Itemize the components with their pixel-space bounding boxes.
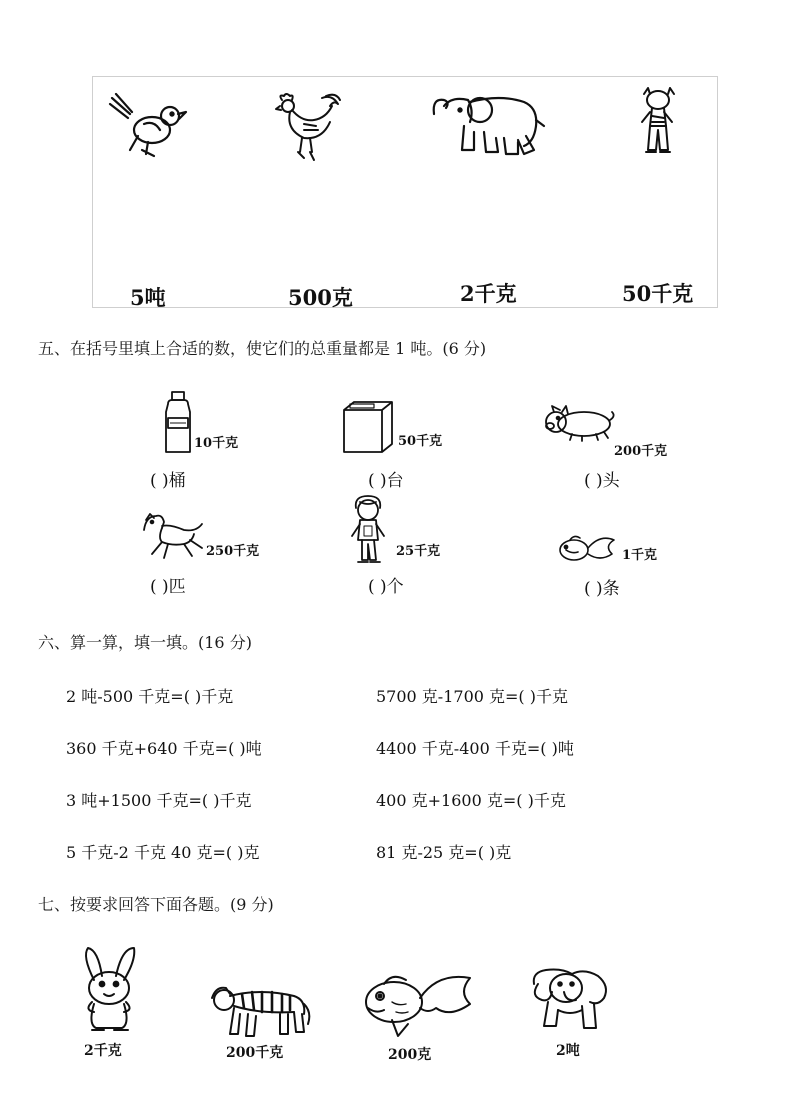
answer-blank[interactable]: ( )桶 (150, 471, 186, 491)
animal-weight: 2千克 (84, 1043, 122, 1059)
bottle-icon (162, 390, 194, 456)
rooster-icon (274, 92, 344, 164)
answer-blank[interactable]: ( )头 (584, 471, 620, 491)
animal-weight: 200克 (388, 1047, 432, 1063)
section-7-title: 七、按要求回答下面各题。(9 分) (38, 895, 274, 914)
equation-5[interactable]: 3 吨+1500 千克=( )千克 (66, 791, 252, 810)
rabbit-icon (74, 944, 144, 1038)
equation-8[interactable]: 81 克-25 克=( )克 (376, 843, 512, 862)
animal-weight: 2吨 (556, 1043, 580, 1059)
pig-icon (542, 404, 616, 442)
tiger-icon (210, 984, 312, 1040)
equation-4[interactable]: 4400 千克-400 千克=( )吨 (376, 739, 574, 758)
child-icon (348, 494, 388, 566)
equation-1[interactable]: 2 吨-500 千克=( )千克 (66, 687, 234, 706)
object-weight: 10千克 (194, 436, 239, 451)
elephant-icon (430, 92, 546, 162)
horse-icon (140, 510, 204, 560)
object-weight: 50千克 (398, 434, 443, 449)
goldfish-icon (556, 532, 618, 568)
goldfish-icon (362, 968, 474, 1044)
answer-blank[interactable]: ( )台 (368, 471, 404, 491)
object-weight: 250千克 (206, 544, 260, 559)
equation-3[interactable]: 360 千克+640 千克=( )吨 (66, 739, 262, 758)
weight-label-3: 2千克 (460, 281, 517, 306)
elephant-icon (528, 966, 612, 1036)
section-6-title: 六、算一算，填一填。(16 分) (38, 633, 252, 652)
boy-icon (634, 86, 684, 160)
weight-label-2: 500克 (288, 285, 353, 310)
bird-icon (108, 92, 188, 162)
equation-6[interactable]: 400 克+1600 克=( )千克 (376, 791, 566, 810)
animal-weight: 200千克 (226, 1045, 284, 1061)
weight-label-1: 5吨 (130, 285, 166, 310)
section-5-title: 五、在括号里填上合适的数，使它们的总重量都是 1 吨。(6 分) (38, 339, 487, 358)
object-weight: 25千克 (396, 544, 441, 559)
answer-blank[interactable]: ( )条 (584, 579, 620, 599)
answer-blank[interactable]: ( )个 (368, 577, 404, 597)
equation-2[interactable]: 5700 克-1700 克=( )千克 (376, 687, 568, 706)
object-weight: 1千克 (622, 548, 658, 563)
answer-blank[interactable]: ( )匹 (150, 577, 186, 597)
washing-machine-icon (340, 398, 396, 454)
weight-label-4: 50千克 (622, 281, 694, 306)
object-weight: 200千克 (614, 444, 668, 459)
equation-7[interactable]: 5 千克-2 千克 40 克=( )克 (66, 843, 260, 862)
